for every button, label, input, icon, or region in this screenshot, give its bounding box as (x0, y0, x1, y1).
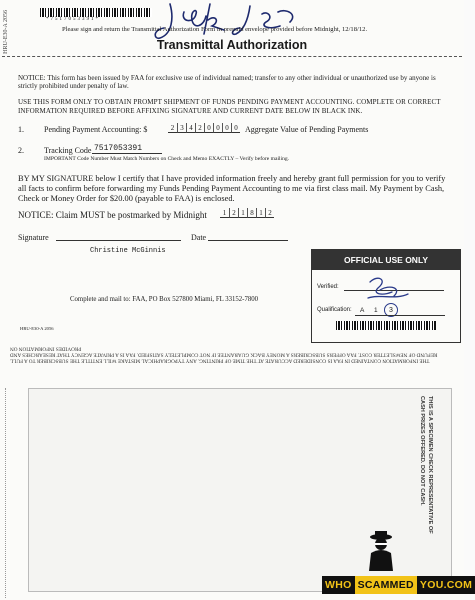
top-signature-scribble (150, 0, 310, 42)
amount-digit: 2 (195, 123, 204, 133)
postmark-digit: 2 (229, 208, 238, 218)
logo-who: WHO (322, 576, 355, 594)
form-title: Transmittal Authorization (156, 38, 308, 52)
notice-exclusive-use: NOTICE: This form has been issued by FAA for exclusive use of individual named; transfer to any other individual or unauthorized use by anyone is strictly prohibited under penalty of law. (18, 74, 436, 90)
top-barcode (40, 8, 152, 17)
amount-digit: 0 (231, 123, 240, 133)
pending-amount-boxes (168, 123, 240, 133)
spy-figure-icon (366, 531, 396, 571)
qualification-line (355, 315, 445, 316)
postmark-digit: 2 (265, 208, 274, 218)
specimen-notice: THIS IS A SPECIMEN CHECK REPRESENTATIVE OF CASH PRIZES OFFERED. DO NOT CASH. (419, 396, 433, 534)
upside-down-disclaimer: THE INFORMATION CONTAINED IN FAA IS CONSIDERED ACCURATE AT THE TIME OF PRINTING. ANY TYPOGRAPHICAL MISTAKE WILL ENTITLE THE SUBSCRIBER TO A FULL REFUND OF NEWSLETTER COST. FAA OFFERS SUBSCRIBERS A MONEY BACK GUARANTEE IF NOT COMPLETELY SATISFIED. FAA IS A PRIVATE AGENCY THAT RESEARCHES AND PROVIDES INFORMATION ON (10, 345, 438, 364)
amount-digit: 2 (168, 123, 177, 133)
official-barcode (336, 321, 436, 330)
signature-label: Signature (18, 233, 49, 242)
postmark-digit: 8 (247, 208, 256, 218)
notice-postmark: NOTICE: Claim MUST be postmarked by Midnight (18, 210, 207, 220)
amount-digit: 0 (213, 123, 222, 133)
qualification-circled-value: 3 (384, 303, 398, 317)
amount-digit: 0 (204, 123, 213, 133)
perforation-edge (0, 388, 6, 598)
logo-you-com: YOU.COM (417, 576, 475, 594)
title-divider (2, 56, 462, 57)
certify-paragraph: BY MY SIGNATURE below I certify that I have provided information freely and hereby grant full permission for you to verify all facts to confirm before forwarding my Funds Pending Payment Accounting to me via first class mail. My Payment by Cash, Check or Money Order for $20.00 (payable to FAA) is enclosed. (18, 174, 446, 203)
qualification-label: Qualification: (317, 307, 352, 313)
postmark-digit: 1 (256, 208, 265, 218)
logo-scammed: SCAMMED (355, 576, 417, 594)
header-instruction: Please sign and return the Transmittal Authorization Form in prepaid envelope provided before Midnight, 12/18/12. (62, 26, 368, 33)
verified-label: Verified: (317, 284, 339, 290)
mail-to-address: Complete and mail to: FAA, PO Box 527800 Miami, FL 33152-7800 (70, 296, 259, 303)
date-line[interactable] (208, 240, 288, 241)
bottom-form-code: HRU-E30-A 2056 (20, 326, 54, 331)
tracking-important-note: IMPORTANT Code Number Must Match Numbers on Check and Memo EXACTLY – Verify before mailing. (44, 156, 290, 162)
tracking-code-field: 7517053391 (92, 144, 162, 154)
item1-number: 1. (18, 125, 24, 134)
qualification-number: 1 (374, 307, 378, 314)
verified-initials-scribble (362, 272, 412, 302)
postmark-digit: 1 (220, 208, 229, 218)
printed-name: Christine McGinnis (90, 247, 166, 255)
side-code: HRU-E30-A 2056 (3, 10, 9, 54)
postmark-digit: 1 (238, 208, 247, 218)
item1-suffix: Aggregate Value of Pending Payments (245, 125, 369, 134)
item1-label: Pending Payment Accounting: $ (44, 125, 148, 134)
barcode-number: *7517053391* (46, 17, 100, 22)
official-use-title: OFFICIAL USE ONLY (312, 250, 460, 270)
amount-digit: 4 (186, 123, 195, 133)
date-label: Date (191, 233, 207, 242)
qualification-letter: A (360, 307, 365, 314)
whoscammedyou-logo (322, 574, 473, 596)
instructions-caps: USE THIS FORM ONLY TO OBTAIN PROMPT SHIPMENT OF FUNDS PENDING PAYMENT ACCOUNTING. COMPLETE OR CORRECT INFORMATION REQUIRED BEFORE AFFIXING SIGNATURE AND CURRENT DATE BELOW IN BLACK INK. (18, 98, 441, 115)
amount-digit: 0 (222, 123, 231, 133)
postmark-date-boxes (220, 208, 274, 218)
item2-number: 2. (18, 146, 24, 155)
signature-line[interactable] (56, 240, 181, 241)
item2-label: Tracking Code (44, 146, 92, 155)
amount-digit: 3 (177, 123, 186, 133)
